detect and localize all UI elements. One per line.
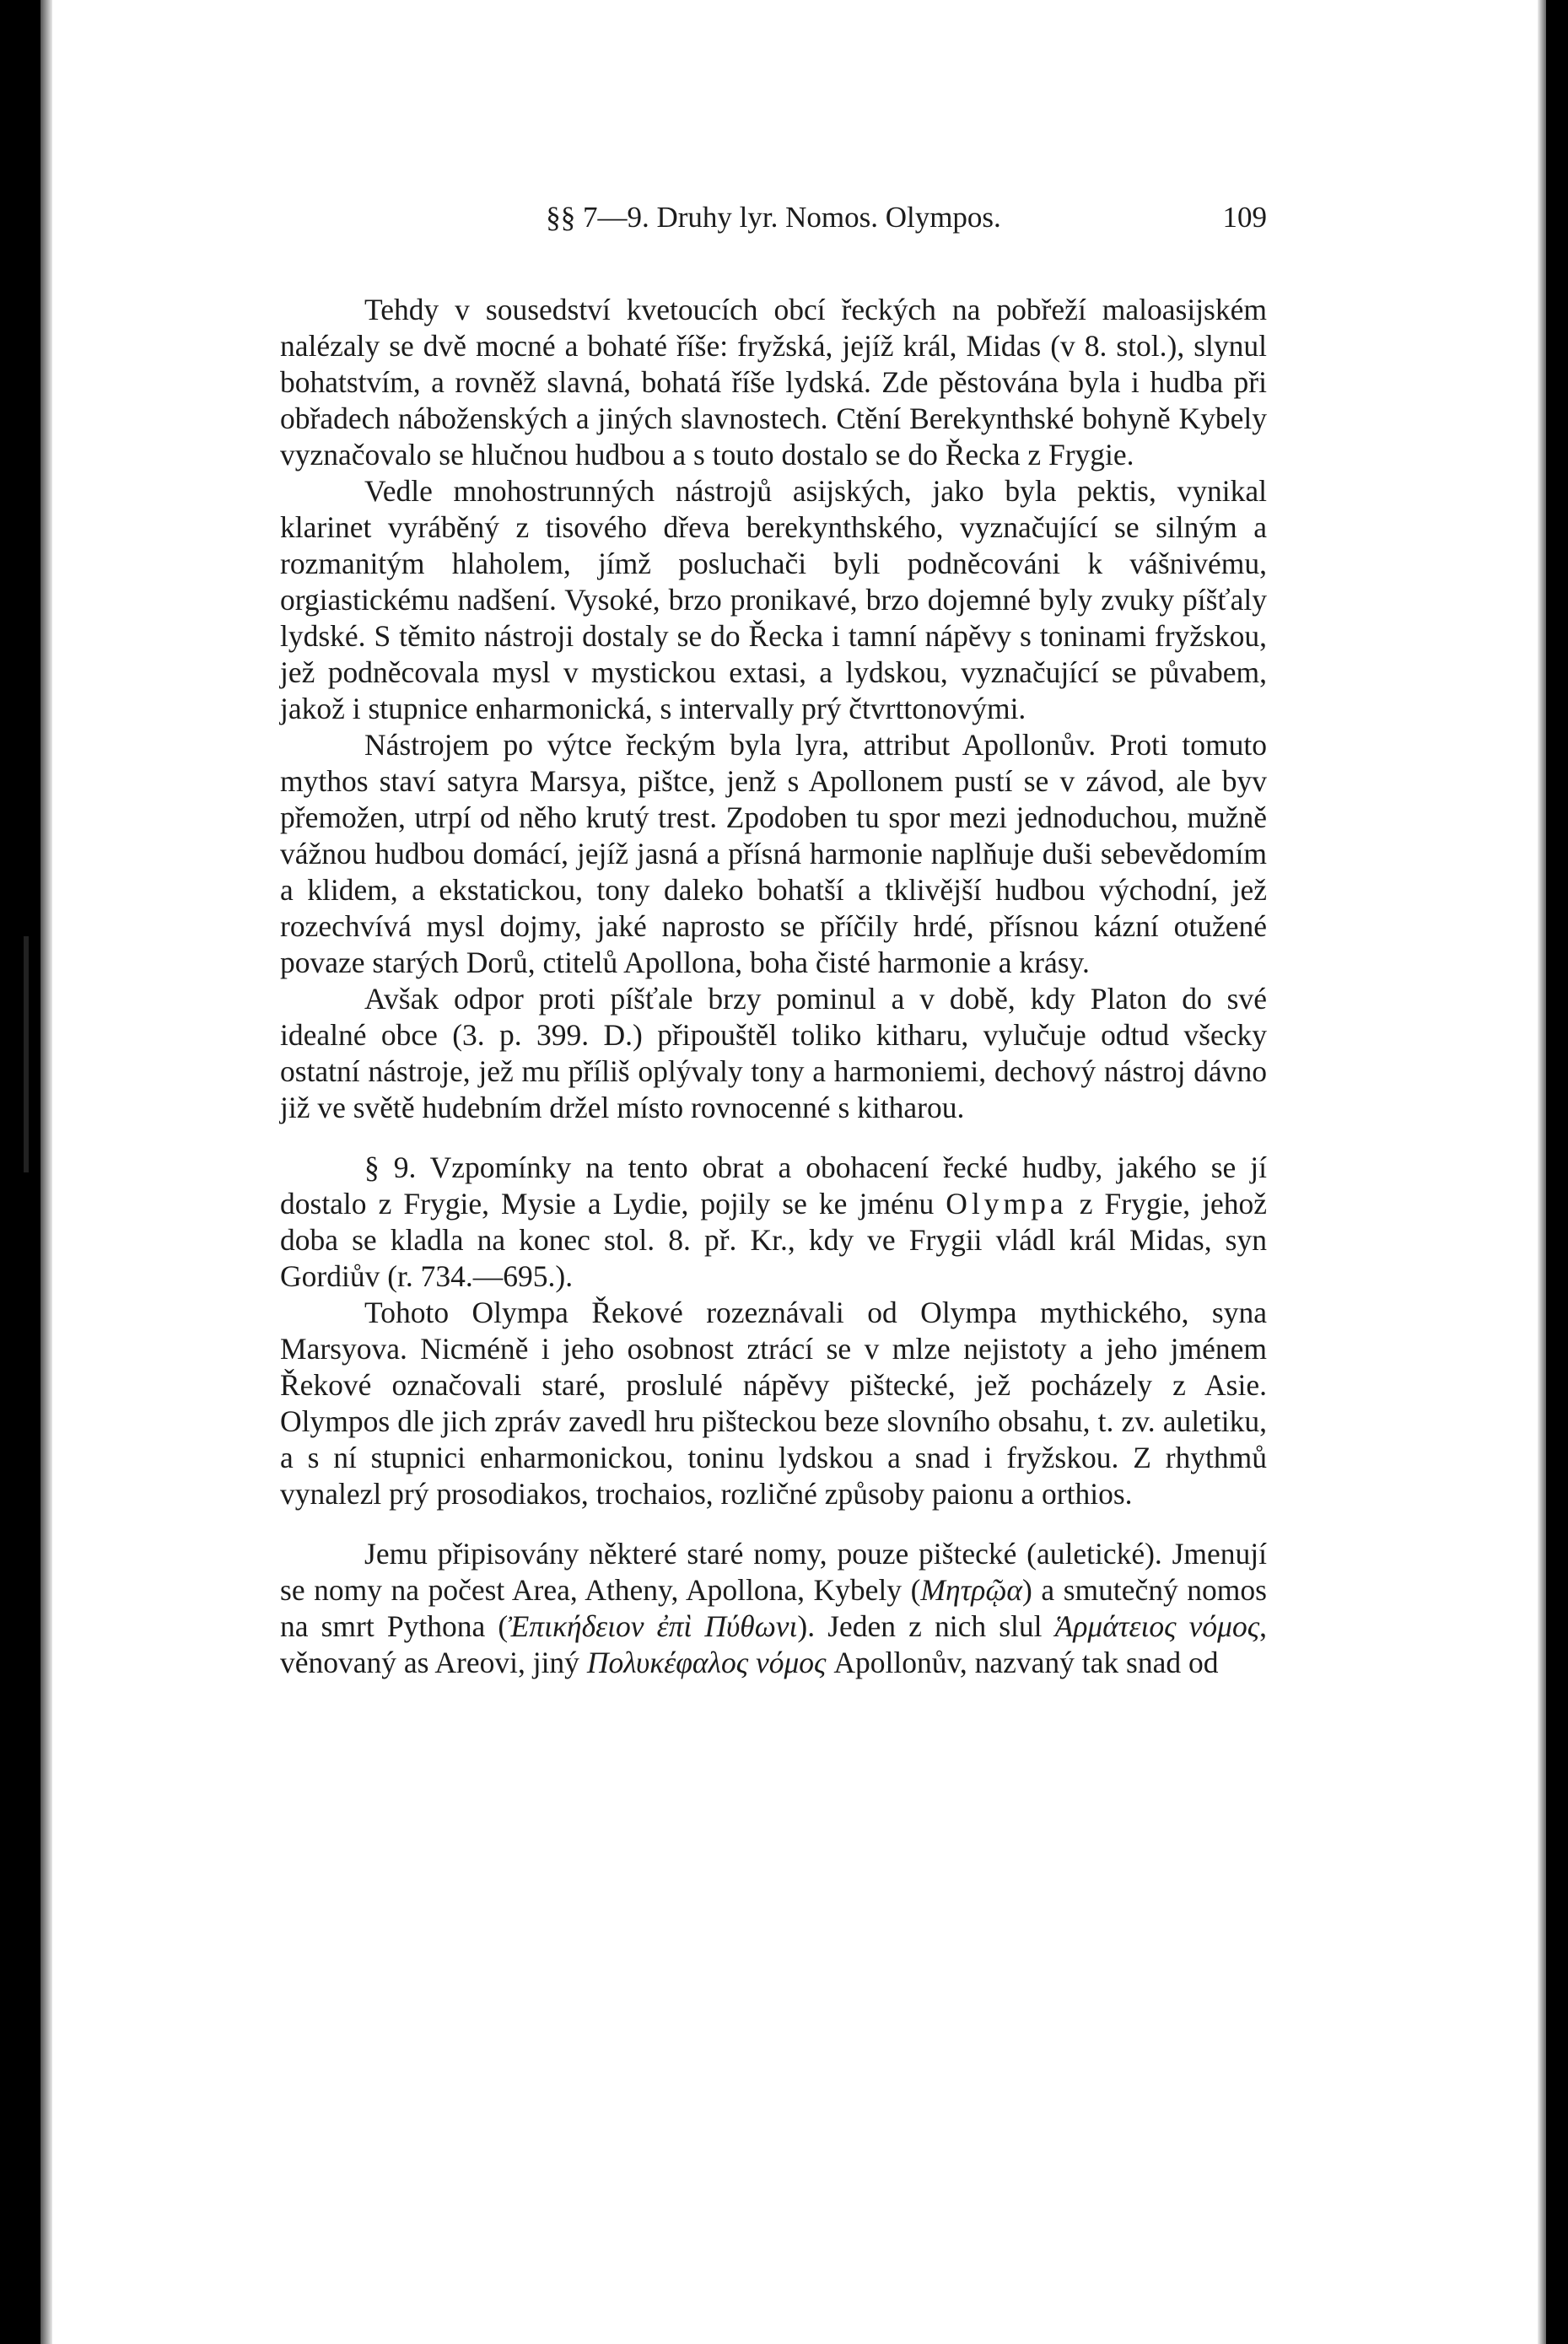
- greek-term: Μητρῷα: [920, 1573, 1023, 1607]
- text-run: ). Jeden z nich slul: [797, 1609, 1055, 1643]
- text-run: z Frygie, jehož doba se kladla na konec stol. 8. př. Kr., kdy ve Frygii vládl král Midas, syn Gordiův (r. 734.—695.).: [280, 1187, 1268, 1293]
- paragraph: Tehdy v sousedství kvetoucích obcí řeckých na pobřeží maloasijském nalézaly se dvě mocné a bohaté říše: fryžská, jejíž král, Midas (v 8. stol.), slynul bohatstvím, a rovněž slavná, bohatá říše lydská. Zde pěstována byla i hudba při obřadech náboženských a jiných slavnostech. Ctění Berekynthské bohyně Kybely vyznačovalo se hlučnou hudbou a s touto dostalo se do Řecka z Frygie.: [280, 293, 1267, 471]
- greek-term: Ἐπικήδειον ἐπὶ Πύθωνι: [508, 1609, 798, 1643]
- running-header: [280, 201, 1267, 251]
- page-number: 109: [1222, 201, 1267, 234]
- paragraph: Nástrojem po výtce řeckým byla lyra, attribut Apollonův. Proti tomuto mythos staví satyra Marsya, pištce, jenž s Apollonem pustí se v závod, ale byv přemožen, utrpí od něho krutý trest. Zpodoben tu spor mezi jednoduchou, mužně vážnou hudbou domácí, jejíž jasná a přísná harmonie naplňuje duši sebevědomím a klidem, a ekstatickou, tony daleko bohatší a tklivější hudbou východní, jež rozechvívá mysl dojmy, jaké naprosto se příčily hrdé, přísnou kázní otužené povaze starých Dorů, ctitelů Apollona, boha čisté harmonie a krásy.: [280, 728, 1267, 979]
- text-run: ) a smutečný nomos na smrt Pythona (: [280, 1573, 1267, 1643]
- scan-border-left: [0, 0, 40, 2344]
- text-run: Jemu připisovány některé staré nomy, pouze pištecké (auletické). Jmenují se nomy na počest Area, Atheny, Apollona, Kybely (: [280, 1537, 1267, 1607]
- running-title: §§ 7—9. Druhy lyr. Nomos. Olympos.: [546, 201, 1001, 234]
- book-page: [280, 201, 1267, 1681]
- body-text: [280, 292, 1267, 1681]
- text-run: Apollonův, nazvaný tak snad od: [826, 1646, 1219, 1679]
- paragraph: Avšak odpor proti píšťale brzy pominul a v době, kdy Platon do své idealné obce (3. p. 399. D.) připouštěl toliko kitharu, vylučuje odtud všecky ostatní nástroje, jež mu příliš oplývaly tony a harmoniemi, dechový nástroj dávno již ve světě hudebním držel místo rovnocenné s kitharou.: [280, 982, 1267, 1124]
- section-9-paragraph: [280, 1150, 1267, 1295]
- paragraph: Tohoto Olympa Řekové rozeznávali od Olympa mythického, syna Marsyova. Nicméně i jeho osobnost ztrácí se v mlze nejistoty a jeho jménem Řekové označovali staré, proslulé nápěvy pištecké, jež pocházely z Asie. Olympos dle jich zpráv zavedl hru pišteckou beze slovního obsahu, t. zv. auletiku, a s ní stupnici enharmonickou, toninu lydskou a snad i fryžskou. Z rhythmů vynalezl prý prosodiakos, trochaios, rozličné způsoby paionu a orthios.: [280, 1296, 1267, 1511]
- text-run: , věnovaný as Areovi, jiný: [280, 1609, 1268, 1679]
- name-olympos: Olympa: [946, 1187, 1068, 1220]
- scan-border-left-shadow: [40, 0, 52, 2344]
- margin-mark: [24, 936, 29, 1172]
- text-run: § 9. Vzpomínky na tento obrat a obohacení řecké hudby, jakého se jí dostalo z Frygie, Mysie a Lydie, pojily se ke jménu: [280, 1150, 1267, 1220]
- scan-border-right: [1546, 0, 1568, 2344]
- scan-border-right-shadow: [1538, 0, 1546, 2344]
- paragraph-nomoi: [280, 1536, 1267, 1681]
- greek-term: Πολυκέφαλος νόμος: [586, 1646, 827, 1679]
- paragraph: Vedle mnohostrunných nástrojů asijských, jako byla pektis, vynikal klarinet vyráběný z tisového dřeva berekynthského, vyznačující se silným a rozmanitým hlaholem, jímž posluchači byli podněcováni k vášnivému, orgiastickému nadšení. Vysoké, brzo pronikavé, brzo dojemné byly zvuky píšťaly lydské. S těmito nástroji dostaly se do Řecka i tamní nápěvy s toninami fryžskou, jež podněcovala mysl v mystickou extasi, a lydskou, vyznačující se půvabem, jakož i stupnice enharmonická, s intervally prý čtvrttonovými.: [280, 474, 1267, 725]
- greek-term: Ἁρμάτειος νόμος: [1054, 1609, 1260, 1643]
